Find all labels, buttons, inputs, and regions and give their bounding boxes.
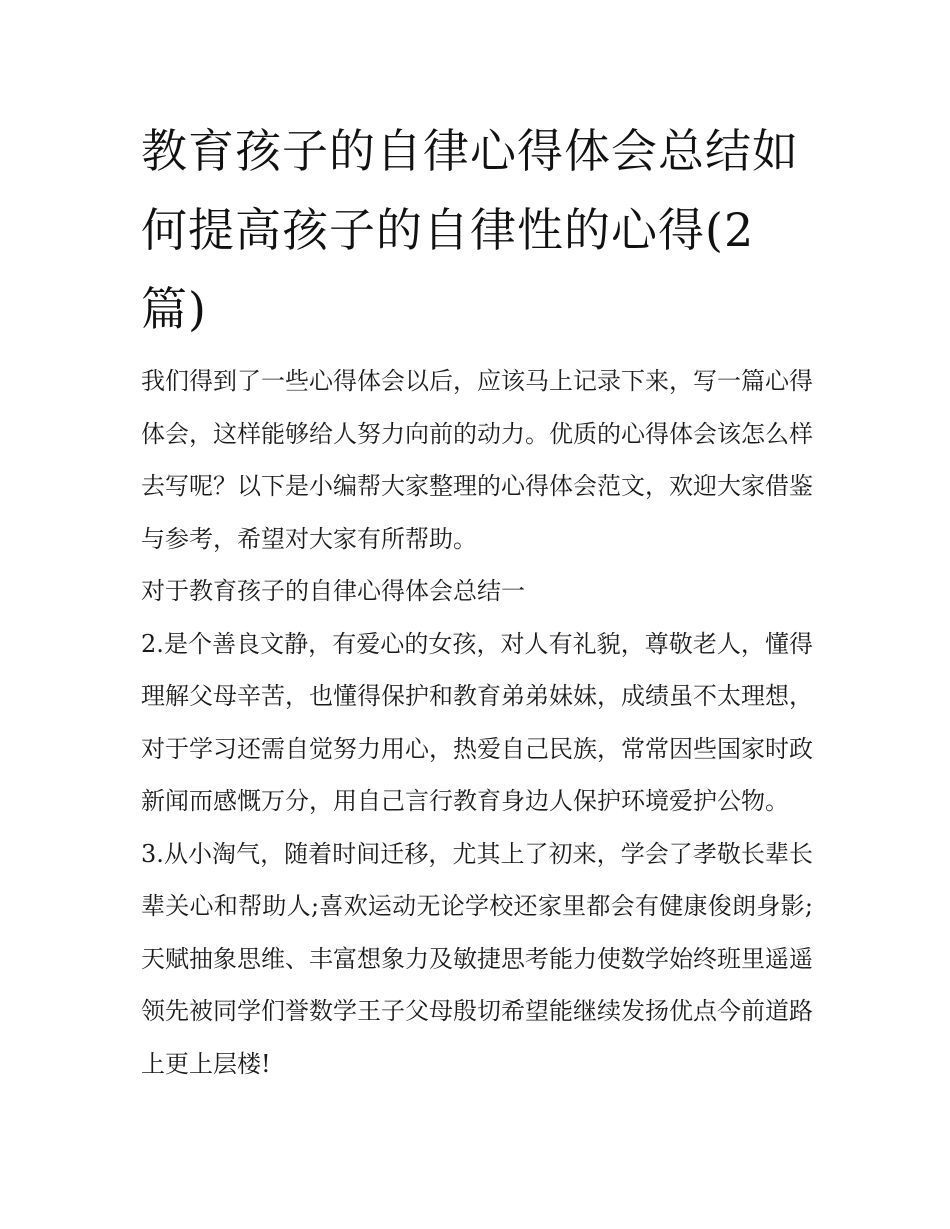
section-heading: 对于教育孩子的自律心得体会总结一: [141, 577, 525, 605]
intro-paragraph: 我们得到了一些心得体会以后，应该马上记录下来，写一篇心得体会，这样能够给人努力向前的动力。优质的心得体会该怎么样去写呢？以下是小编帮大家整理的心得体会范文，欢迎大家借鉴与参考，希望对大家有所帮助。: [141, 367, 813, 553]
document-page: [141, 112, 813, 1090]
body-paragraph: 3.从小淘气，随着时间迁移，尤其上了初来，学会了孝敬长辈长辈关心和帮助人;喜欢运动无论学校还家里都会有健康俊朗身影;天赋抽象思维、丰富想象力及敏捷思考能力使数学始终班里遥遥领先被同学们誉数学王子父母殷切希望能继续发扬优点今前道路上更上层楼!: [141, 839, 813, 1078]
body-paragraph: 2.是个善良文静，有爱心的女孩，对人有礼貌，尊敬老人，懂得理解父母辛苦，也懂得保护和教育弟弟妹妹，成绩虽不太理想，对于学习还需自觉努力用心，热爱自己民族，常常因些国家时政新闻而感慨万分，用自己言行教育身边人保护环境爱护公物。: [141, 629, 813, 815]
document-title: 教育孩子的自律心得体会总结如何提高孩子的自律性的心得(2篇): [141, 124, 799, 336]
document-body: [141, 355, 813, 1090]
